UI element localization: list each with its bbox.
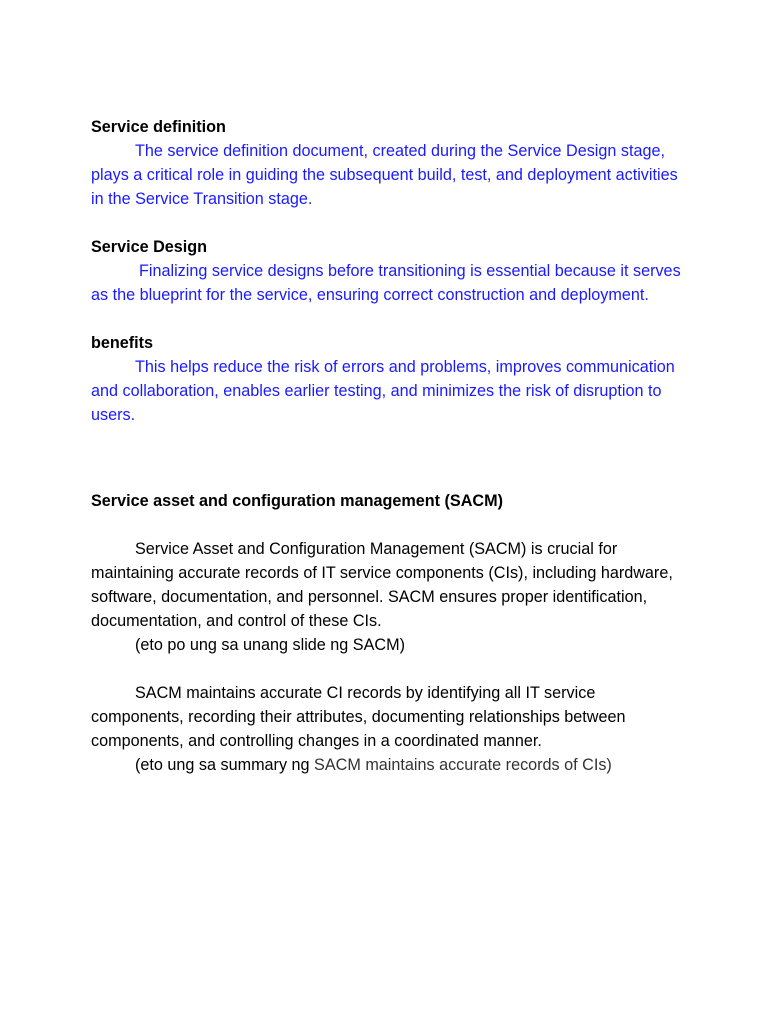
paragraph-text: Finalizing service designs before transitioning is essential because it serves as the blueprint for the service, ensuring correct construction and deployment. [91, 262, 681, 304]
paragraph-text: SACM maintains accurate CI records by identifying all IT service components, recording their attributes, documenting relationships between components, and controlling changes in a coordinated manner. [91, 684, 626, 750]
heading-service-definition: Service definition [91, 118, 226, 136]
note-first-slide [91, 633, 691, 657]
heading-service-design: Service Design [91, 238, 208, 256]
note-prefix: (eto ung sa summary ng [135, 756, 315, 774]
paragraph-benefits [91, 355, 691, 427]
paragraph-sacm-records [91, 681, 691, 753]
paragraph-text: This helps reduce the risk of errors and problems, improves communication and collaboration, enables earlier testing, and minimizes the risk of disruption to users. [91, 358, 675, 424]
heading-sacm: Service asset and configuration management (SACM) [91, 492, 503, 510]
paragraph-sacm-intro [91, 537, 691, 633]
document-page [91, 115, 691, 777]
note-summary [91, 753, 691, 777]
note-highlight: SACM maintains accurate records of CIs) [314, 756, 612, 774]
paragraph-service-design [91, 259, 691, 307]
paragraph-service-definition [91, 139, 691, 211]
heading-benefits: benefits [91, 334, 154, 352]
paragraph-text: Service Asset and Configuration Management (SACM) is crucial for maintaining accurate records of IT service components (CIs), including hardware, software, documentation, and personnel. SACM ensures proper identification, documentation, and control of these CIs. [91, 540, 673, 630]
note-text: (eto po ung sa unang slide ng SACM) [135, 636, 405, 654]
paragraph-text: The service definition document, created during the Service Design stage, plays a critical role in guiding the subsequent build, test, and deployment activities in the Service Transition stage. [91, 142, 678, 208]
